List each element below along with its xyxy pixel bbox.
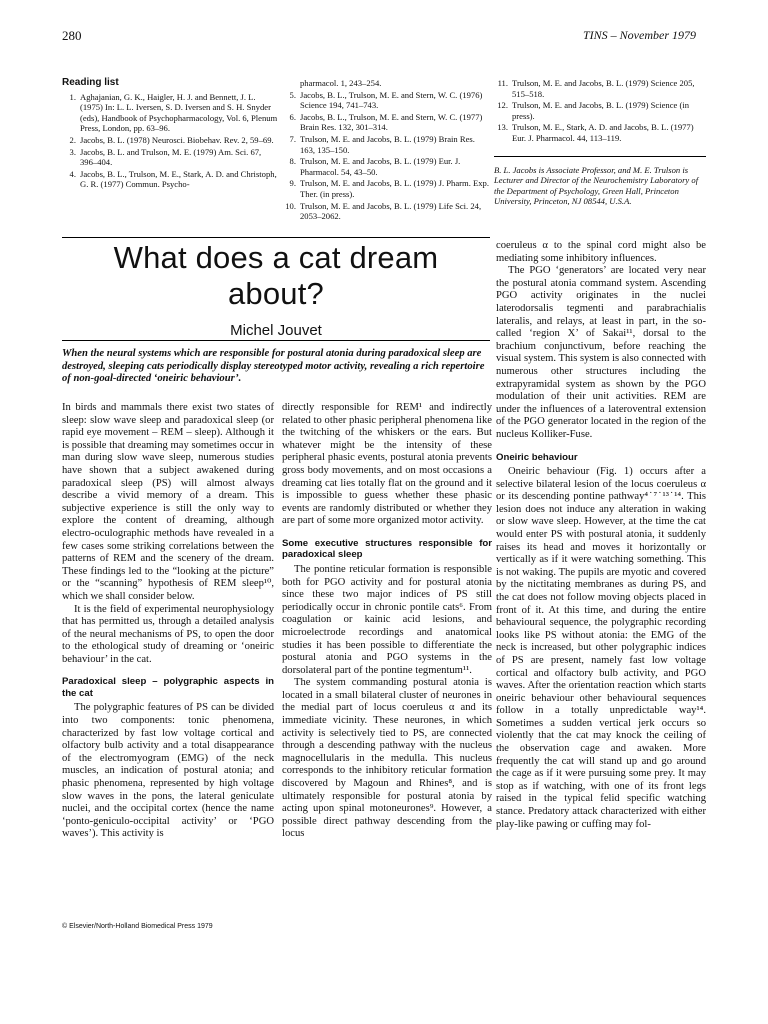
reading-list	[62, 78, 704, 238]
reading-list-col-1	[62, 78, 278, 191]
paragraph: In birds and mammals there exist two states of sleep: slow wave sleep and paradoxical sleep (or rapid eye movement – REM – sleep). Although it is possible that dreaming may sometimes occur in man during slow wave sleep, numerous studies have shown that a subject awakened during paradoxical sleep (PS) will almost always describe a vivid memory of a dream. This subjective experience is still the only way to explore the content of dreaming, although electro-oculographic methods have revealed in a few cases some striking correlations between the patterns of REM and the scenery of the dream. These findings led to the “looking at the picture” or the “scanning” hypothesis of REM sleep¹⁰, which we shall consider below.	[62, 402, 274, 602]
reference-item	[62, 135, 278, 146]
reference-text: pharmacol. 1, 243–254.	[300, 78, 382, 88]
reference-number	[282, 78, 300, 89]
reference-number: 2.	[69, 134, 76, 145]
author-bio: B. L. Jacobs is Associate Professor, and M. E. Trulson is Lecturer and Director of the Neurochemistry Laboratory of the Department of Psychology, Green Hall, Princeton University, Princeton, NJ 08544, U.S.A.	[494, 156, 706, 207]
reference-number: 4.	[69, 168, 76, 179]
reference-number: 5.	[289, 89, 296, 100]
paragraph: directly responsible for REM¹ and indirectly related to other phasic peripheral phenomena like the twitching of the whiskers or the ears. But whatever might be the intensity of these peripheral phasic events, postural atonia prevents gross body movements, and on most occasions a dreaming cat lies totally flat on the ground and it is impossible to guess whether these phasic events are randomly distributed or whether they are part of some more organized motor activity.	[282, 402, 492, 527]
reference-number: 1.	[69, 91, 76, 102]
article-title-line-1: What does a cat dream	[113, 240, 439, 275]
reference-text: Jacobs, B. L., Trulson, M. E. and Stern, W. C. (1977) Brain Res. 132, 301–314.	[300, 111, 483, 133]
reference-number: 8.	[289, 156, 296, 167]
journal-header: TINS – November 1979	[583, 28, 696, 42]
reference-item	[282, 201, 492, 222]
reading-list-col-3	[494, 78, 706, 207]
reference-text: Jacobs, B. L., Trulson, M. E., Stark, A. D. and Christoph, G. R. (1977) Commun. Psycho-	[80, 168, 277, 190]
article-abstract: When the neural systems which are responsible for postural atonia during paradoxical sleep are destroyed, sleeping cats periodically display stereotyped motor activity, revealing a rich repertoire of non-goal-directed ‘oneiric behaviour’.	[62, 348, 485, 385]
reference-item	[494, 100, 706, 121]
page-number: 280	[62, 28, 82, 43]
reference-item	[494, 122, 706, 143]
article-title	[62, 240, 490, 312]
body-column-3	[496, 240, 706, 831]
paragraph: The PGO ‘generators’ are located very near the postural atonia command system. Ascending PGO activity originates in the nuclei laterodorsalis tegmenti and parabrachialis lateralis, and relays, at least in part, in the so-called ‘region X’ of Sakai¹¹, dorsal to the brachium conjunctivum, before reaching the visual system. This system is also connected with numerous other structures including the extrapyramidal system as shown by the PGO modulation of their unit activities. REM are under the influences of a lateroventral extension of the PGO generator located in the region of the nucleus Kolliker-Fuse.	[496, 265, 706, 440]
reference-text: Jacobs, B. L. (1978) Neurosci. Biobehav. Rev. 2, 59–69.	[80, 134, 274, 145]
reference-item	[282, 178, 492, 199]
abstract-divider	[62, 340, 490, 341]
reference-text: Aghajanian, G. K., Haigler, H. J. and Bennett, J. L. (1975) In: L. L. Iversen, S. D. Iversen and S. H. Snyder (eds), Handbook of Psychopharmacology, Vol. 6, Plenum Press, London, pp. 63–96.	[80, 91, 278, 134]
reference-text: Trulson, M. E. and Jacobs, B. L. (1979) Brain Res. 163, 135–150.	[300, 133, 475, 155]
paragraph: The polygraphic features of PS can be divided into two components: tonic phenomena, characterized by fast low voltage cortical and olfactory bulb activity and a total disappearance of the electromyogram (EMG) of the neck muscles, an indication of postural atonia; and phasic phenomena, represented by high voltage slow waves in the pons, the lateral geniculate nuclei, and the occipital cortex (hence the name ‘ponto-geniculo-occipital activity’ or ‘PGO waves’). This activity is	[62, 702, 274, 840]
reference-item	[282, 156, 492, 177]
section-heading: Some executive structures responsible for paradoxical sleep	[282, 537, 492, 561]
body-column-2	[282, 402, 492, 841]
reference-item	[282, 78, 492, 89]
reference-item	[62, 92, 278, 134]
reading-list-title: Reading list	[62, 77, 119, 88]
reference-text: Trulson, M. E. and Jacobs, B. L. (1979) Eur. J. Pharmacol. 54, 43–50.	[300, 156, 461, 177]
paragraph: The pontine reticular formation is responsible both for PGO activity and for postural atonia since these two major indices of PS still periodically occur in chronic pontile cats⁶. From coagulation or kainic acid lesions, and microelectrode recordings and anatomical studies it has been possible to differentiate the postural atonia and PGO systems in the dorsolateral part of the pontine tegmentum¹¹.	[282, 563, 492, 676]
article-header	[62, 240, 490, 339]
reference-item	[282, 134, 492, 155]
reference-text: Trulson, M. E. and Jacobs, B. L. (1979) Science (in press).	[512, 100, 690, 121]
article-title-line-2: about?	[227, 276, 325, 311]
paragraph: The system commanding postural atonia is located in a small bilateral cluster of neurones in the medial part of locus coeruleus α and its immediate vicinity. These neurones, in which activity is selectively tied to PS, are connected through a descending pathway with the nucleus magnocellularis in the medulla. This nucleus corresponds to the inhibitory reticular formation discovered by Magoun and Rhines⁸, and is ultimately responsible for postural atonia by acting upon spinal motoneurones⁹. However, a possible direct pathway descending from the locus	[282, 677, 492, 840]
reading-list-col-2	[282, 78, 492, 223]
section-divider	[62, 237, 490, 238]
section-heading: Paradoxical sleep – polygraphic aspects in the cat	[62, 676, 274, 699]
paragraph: Oneiric behaviour (Fig. 1) occurs after a selective bilateral lesion of the locus coeruleus α or its descending pontine pathway⁴˙⁷˙¹³˙¹⁴. This lesion does not induce any alteration in waking or slow wave sleep. However, at the time the cat would enter PS with postural atonia, it suddenly raises its head and moves it horizontally or vertically as if it were watching something. This is not waking. The pupils are myotic and covered by the nictitating membranes as during PS, and the cat does not follow moving objects placed in front of it. At this time, and during the entire behavioural sequence, the polygraphic recording looks like PS without atonia: the EMG of the neck is increased, but other polygraphic indices of PS are present, namely fast low voltage cortical and olfactory bulb activity, and PGO waves. After the orientation reaction which starts oneiric behaviour other behavioural sequences follow in a totally unpredictable way¹⁴. Sometimes a sudden vertical jerk occurs so violently that the cat may knock the ceiling of the observation cage and awaken. More frequently the cat will stand up and go around the cage as if it were pursuing some prey. It may stop as if watching, with one of its front legs raised in the typical felid specific watching stance. Predatory attack characterized with either play-like pawing or cuffing may fol-	[496, 466, 706, 830]
reference-text: Trulson, M. E. and Jacobs, B. L. (1979) Life Sci. 24, 2053–2062.	[300, 200, 482, 222]
reference-number: 7.	[289, 133, 296, 144]
reference-number: 3.	[69, 146, 76, 157]
reference-item	[62, 169, 278, 190]
reference-item	[282, 112, 492, 133]
article-author: Michel Jouvet	[230, 322, 322, 339]
section-heading: Oneiric behaviour	[496, 451, 578, 463]
reference-number: 13.	[497, 122, 508, 133]
reference-number: 10.	[285, 200, 296, 211]
reference-text: Jacobs, B. L., Trulson, M. E. and Stern, W. C. (1976) Science 194, 741–743.	[300, 89, 483, 111]
reference-text: Trulson, M. E. and Jacobs, B. L. (1979) J. Pharm. Exp. Ther. (in press).	[300, 178, 489, 199]
copyright-footer: © Elsevier/North-Holland Biomedical Press 1979	[62, 923, 213, 930]
reference-item	[282, 90, 492, 111]
paragraph: coeruleus α to the spinal cord might also be mediating some inhibitory influences.	[496, 240, 706, 264]
reference-item	[494, 78, 706, 99]
reference-text: Trulson, M. E. and Jacobs, B. L. (1979) Science 205, 515–518.	[512, 78, 695, 99]
paragraph: It is the field of experimental neurophysiology that has permitted us, through a detailed analysis of the neural mechanisms of PS, to open the door to the ethological study of dreaming or ‘oneiric behaviour’ in the cat.	[62, 603, 274, 665]
reference-number: 11.	[497, 78, 508, 88]
body-column-1	[62, 402, 274, 841]
reference-text: Jacobs, B. L. and Trulson, M. E. (1979) Am. Sci. 67, 396–404.	[80, 146, 262, 168]
reference-number: 6.	[289, 111, 296, 122]
reference-text: Trulson, M. E., Stark, A. D. and Jacobs, B. L. (1977) Eur. J. Pharmacol. 44, 113–119.	[512, 122, 694, 143]
reference-item	[62, 147, 278, 168]
reference-number: 9.	[289, 178, 296, 189]
reference-number: 12.	[497, 100, 508, 111]
